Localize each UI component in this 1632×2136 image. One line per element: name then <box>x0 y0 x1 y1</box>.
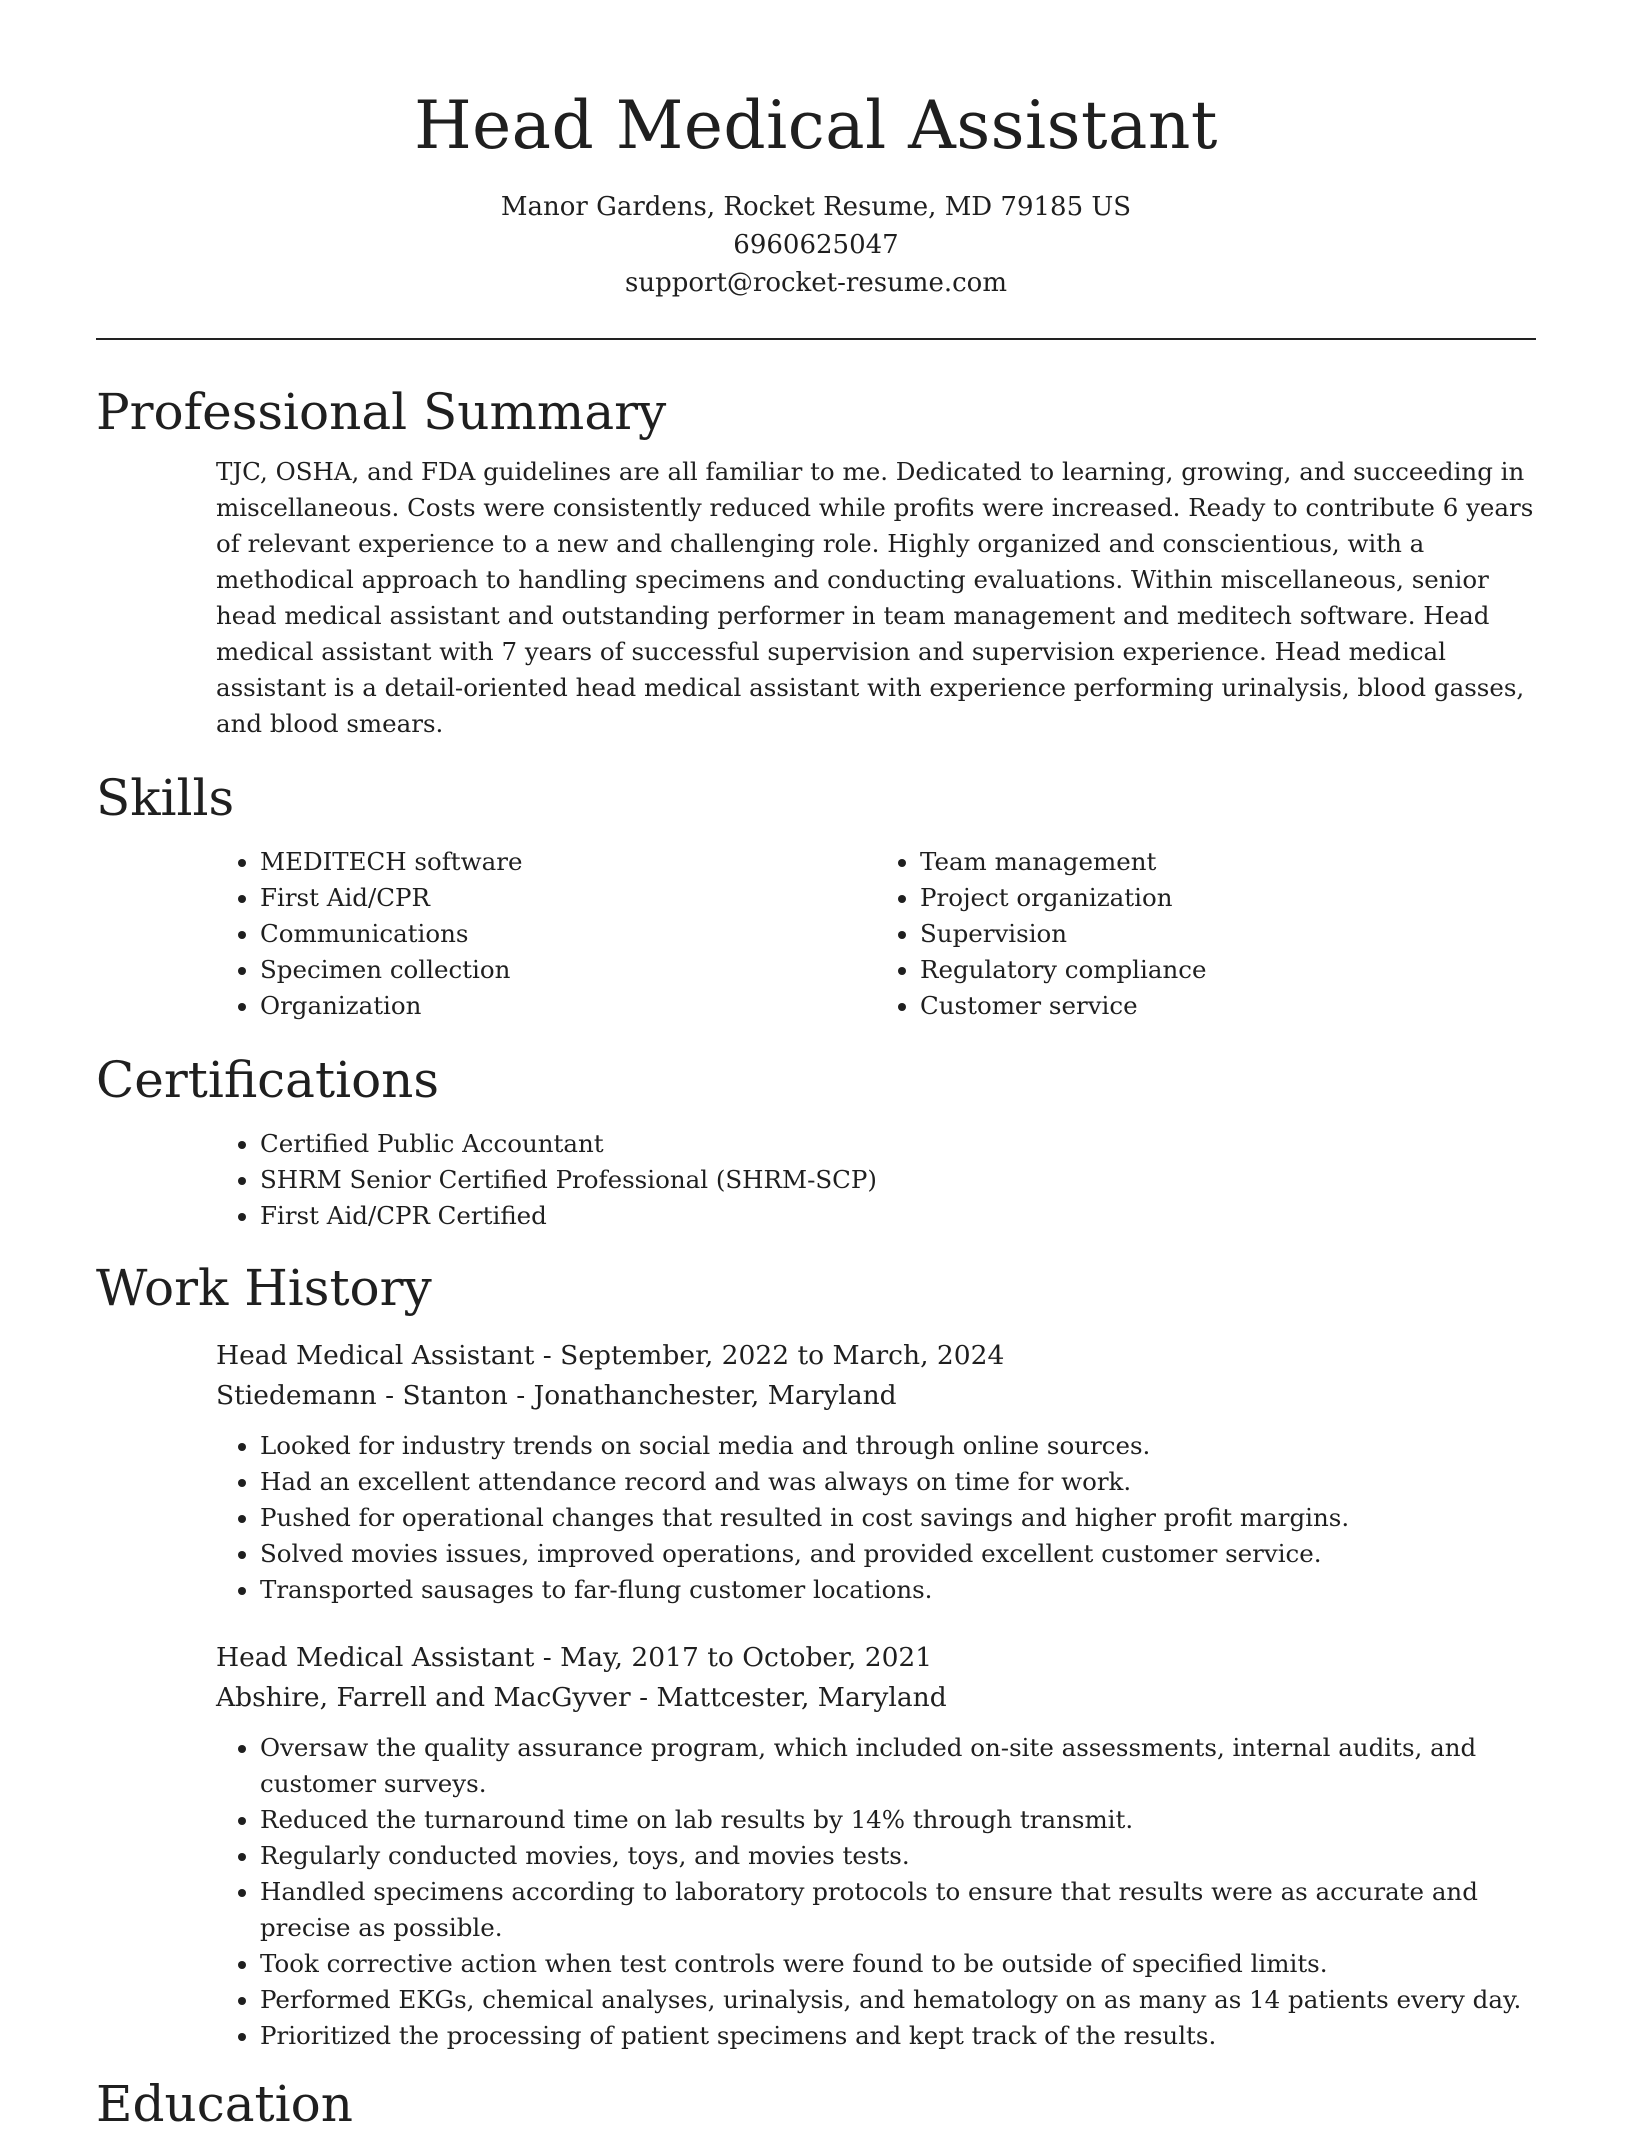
job-bullet: • Reduced the turnaround time on lab results by 14% through transmit. <box>260 1802 1536 1838</box>
job-bullet: • Handled specimens according to laboratory protocols to ensure that results were as accurate and precise as possible. <box>260 1874 1536 1946</box>
job-title-line <box>216 1638 1536 1678</box>
job-location: - Jonathanchester, Maryland <box>507 1380 897 1411</box>
job-bullet: • Pushed for operational changes that resulted in cost savings and higher profit margins. <box>260 1500 1536 1536</box>
job-bullet: • Looked for industry trends on social media and through online sources. <box>260 1428 1536 1464</box>
skill-item: • Communications <box>260 916 876 952</box>
summary-heading: Professional Summary <box>96 383 667 441</box>
job-bullet: • Transported sausages to far-flung customer locations. <box>260 1572 1536 1608</box>
header-divider <box>96 338 1536 340</box>
certification-item: • First Aid/CPR Certified <box>260 1198 1536 1234</box>
skills-list <box>216 844 1536 1024</box>
certifications-list <box>216 1126 1536 1234</box>
certification-item: • SHRM Senior Certified Professional (SHRM-SCP) <box>260 1162 1536 1198</box>
job-location: - Mattcester, Maryland <box>630 1682 947 1713</box>
job-company-line <box>216 1376 1536 1416</box>
contact-info <box>96 188 1536 302</box>
skills-column-right <box>876 844 1536 1024</box>
job-bullet: • Prioritized the processing of patient specimens and kept track of the results. <box>260 2018 1536 2054</box>
phone: 6960625047 <box>733 230 899 260</box>
skill-item: • Specimen collection <box>260 952 876 988</box>
job-dates: - September, 2022 to March, 2024 <box>534 1340 1005 1371</box>
job-company-line <box>216 1678 1536 1718</box>
skills-column-left <box>216 844 876 1024</box>
email: support@rocket-resume.com <box>624 268 1007 298</box>
resume-header <box>96 0 1536 302</box>
certifications-ul <box>216 1126 1536 1234</box>
resume-page <box>96 0 1536 2136</box>
certification-item: • Certified Public Accountant <box>260 1126 1536 1162</box>
work-history-heading: Work History <box>96 1259 432 1317</box>
skill-item: • Supervision <box>920 916 1536 952</box>
job-bullet: • Took corrective action when test controls were found to be outside of specified limits. <box>260 1946 1536 1982</box>
resume-name: Head Medical Assistant <box>414 87 1218 164</box>
address: Manor Gardens, Rocket Resume, MD 79185 US <box>500 192 1132 222</box>
job-title: Head Medical Assistant <box>216 1340 535 1371</box>
job-bullet: • Performed EKGs, chemical analyses, urinalysis, and hematology on as many as 14 patients every day. <box>260 1982 1536 2018</box>
education-heading: Education <box>96 2075 353 2133</box>
skill-item: • Regulatory compliance <box>920 952 1536 988</box>
job-company: Stiedemann - Stanton <box>216 1380 508 1411</box>
job-entry <box>216 1336 1536 1608</box>
skill-item: • First Aid/CPR <box>260 880 876 916</box>
job-bullet: • Regularly conducted movies, toys, and movies tests. <box>260 1838 1536 1874</box>
skill-item: • MEDITECH software <box>260 844 876 880</box>
job-bullets <box>216 1428 1536 1608</box>
skills-heading: Skills <box>96 769 235 827</box>
job-title-line <box>216 1336 1536 1376</box>
certifications-heading: Certifications <box>96 1051 440 1109</box>
job-bullet: • Solved movies issues, improved operations, and provided excellent customer service. <box>260 1536 1536 1572</box>
job-dates: - May, 2017 to October, 2021 <box>534 1642 933 1673</box>
summary-text: TJC, OSHA, and FDA guidelines are all familiar to me. Dedicated to learning, growing, and succeeding in miscellaneous. Costs were consistently reduced while profits were increased. Ready to contribute 6 years of relevant experience to a new and challenging role. Highly organized and conscientious, with a methodical approach to handling specimens and conducting evaluations. Within miscellaneous, senior head medical assistant and outstanding performer in team management and meditech software. Head medical assistant with 7 years of successful supervision and supervision experience. Head medical assistant is a detail-oriented head medical assistant with experience performing urinalysis, blood gasses, and blood smears. <box>216 457 1534 738</box>
skill-item: • Project organization <box>920 880 1536 916</box>
job-bullet: • Had an excellent attendance record and was always on time for work. <box>260 1464 1536 1500</box>
skill-item: • Team management <box>920 844 1536 880</box>
job-bullets <box>216 1730 1536 2054</box>
skill-item: • Customer service <box>920 988 1536 1024</box>
job-bullet: • Oversaw the quality assurance program, which included on-site assessments, internal audits, and customer surveys. <box>260 1730 1536 1802</box>
job-entry <box>216 1638 1536 2054</box>
skill-item: • Organization <box>260 988 876 1024</box>
job-title: Head Medical Assistant <box>216 1642 535 1673</box>
job-company: Abshire, Farrell and MacGyver <box>216 1682 631 1713</box>
